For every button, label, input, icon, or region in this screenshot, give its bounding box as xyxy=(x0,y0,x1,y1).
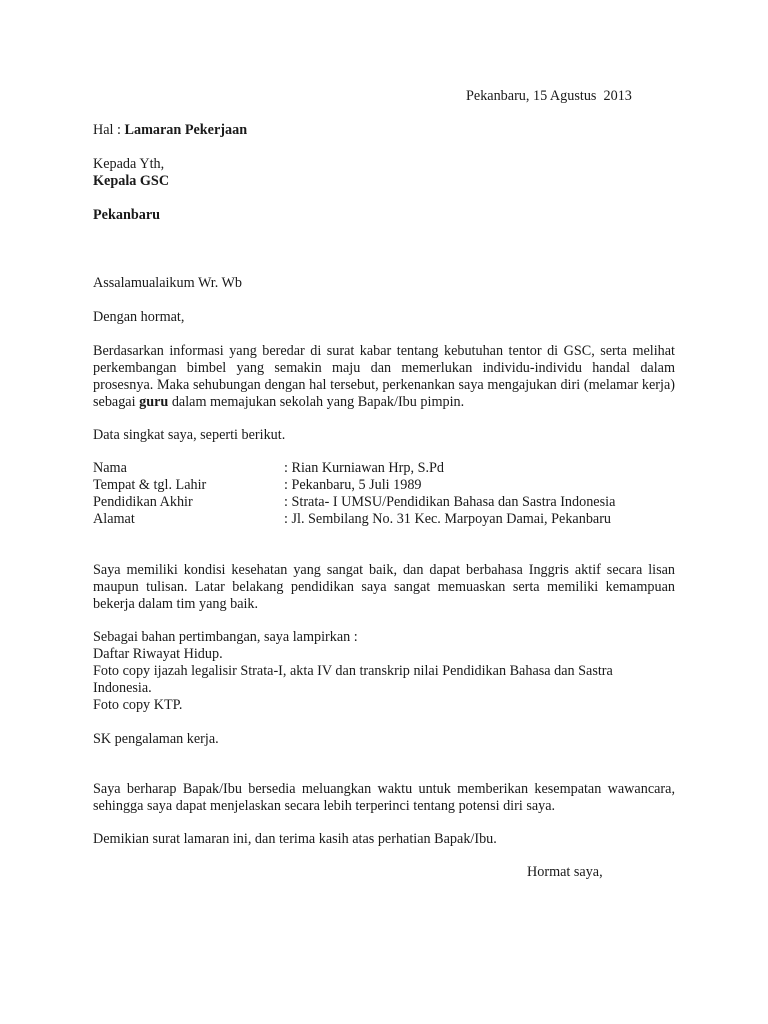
subject-line xyxy=(93,122,675,139)
attachments-intro: Sebagai bahan pertimbangan, saya lampirkan : xyxy=(93,629,358,645)
attachment-item: Foto copy KTP. xyxy=(93,697,183,713)
data-value: : Pekanbaru, 5 Juli 1989 xyxy=(284,477,422,493)
paragraph-qualifications: Saya memiliki kondisi kesehatan yang sangat baik, dan dapat berbahasa Inggris aktif secara lisan maupun tulisan. Latar belakang pendidikan saya sangat memuaskan serta memiliki kemampuan bekerja dalam tim yang baik. xyxy=(93,562,675,612)
data-intro: Data singkat saya, seperti berikut. xyxy=(93,427,286,443)
salam: Assalamualaikum Wr. Wb xyxy=(93,275,243,291)
data-row-nama xyxy=(93,460,675,477)
paragraph-intro-end: dalam memajukan sekolah yang Bapak/Ibu pimpin. xyxy=(168,394,465,410)
data-label: Alamat xyxy=(93,511,135,527)
attachment-sk: SK pengalaman kerja. xyxy=(93,731,219,747)
data-row-ttl xyxy=(93,477,675,494)
data-label: Nama xyxy=(93,460,127,476)
position-guru: guru xyxy=(139,394,169,410)
data-label: Tempat & tgl. Lahir xyxy=(93,477,207,493)
closing-line: Demikian surat lamaran ini, dan terima kasih atas perhatian Bapak/Ibu. xyxy=(93,831,497,847)
subject-label: Hal : xyxy=(93,122,125,138)
to-line: Kepada Yth, xyxy=(93,156,165,172)
data-value: : Strata- I UMSU/Pendidikan Bahasa dan Sastra Indonesia xyxy=(284,494,616,510)
paragraph-intro xyxy=(93,343,675,411)
subject: Lamaran Pekerjaan xyxy=(124,122,248,138)
data-label: Pendidikan Akhir xyxy=(93,494,193,510)
paragraph-intro-text: Berdasarkan informasi yang beredar di surat kabar tentang kebutuhan tentor di GSC, serta melihat perkembangan bimbel yang semakin maju dan memerlukan individu-individu handal dalam prosesnya. Maka sehubungan dengan hal tersebut, perkenankan saya mengajukan diri (melamar kerja) sebagai xyxy=(93,343,675,410)
paragraph-request: Saya berharap Bapak/Ibu bersedia meluangkan waktu untuk memberikan kesempatan wawancara, sehingga saya dapat menjelaskan secara lebih terperinci tentang potensi diri saya. xyxy=(93,781,675,814)
data-row-alamat xyxy=(93,511,675,528)
data-row-pendidikan xyxy=(93,494,675,511)
personal-data-table xyxy=(93,460,675,528)
greeting: Dengan hormat, xyxy=(93,309,185,325)
signoff: Hormat saya, xyxy=(527,864,603,880)
place-date: Pekanbaru, 15 Agustus 2013 xyxy=(466,88,632,104)
attachment-item: Foto copy ijazah legalisir Strata-I, akta IV dan transkrip nilai Pendidikan Bahasa dan Sastra Indonesia. xyxy=(93,663,613,696)
attachment-item: Daftar Riwayat Hidup. xyxy=(93,646,223,662)
data-value: : Jl. Sembilang No. 31 Kec. Marpoyan Damai, Pekanbaru xyxy=(284,511,612,527)
data-value: : Rian Kurniawan Hrp, S.Pd xyxy=(284,460,444,476)
recipient-city: Pekanbaru xyxy=(93,207,161,223)
recipient: Kepala GSC xyxy=(93,173,170,189)
